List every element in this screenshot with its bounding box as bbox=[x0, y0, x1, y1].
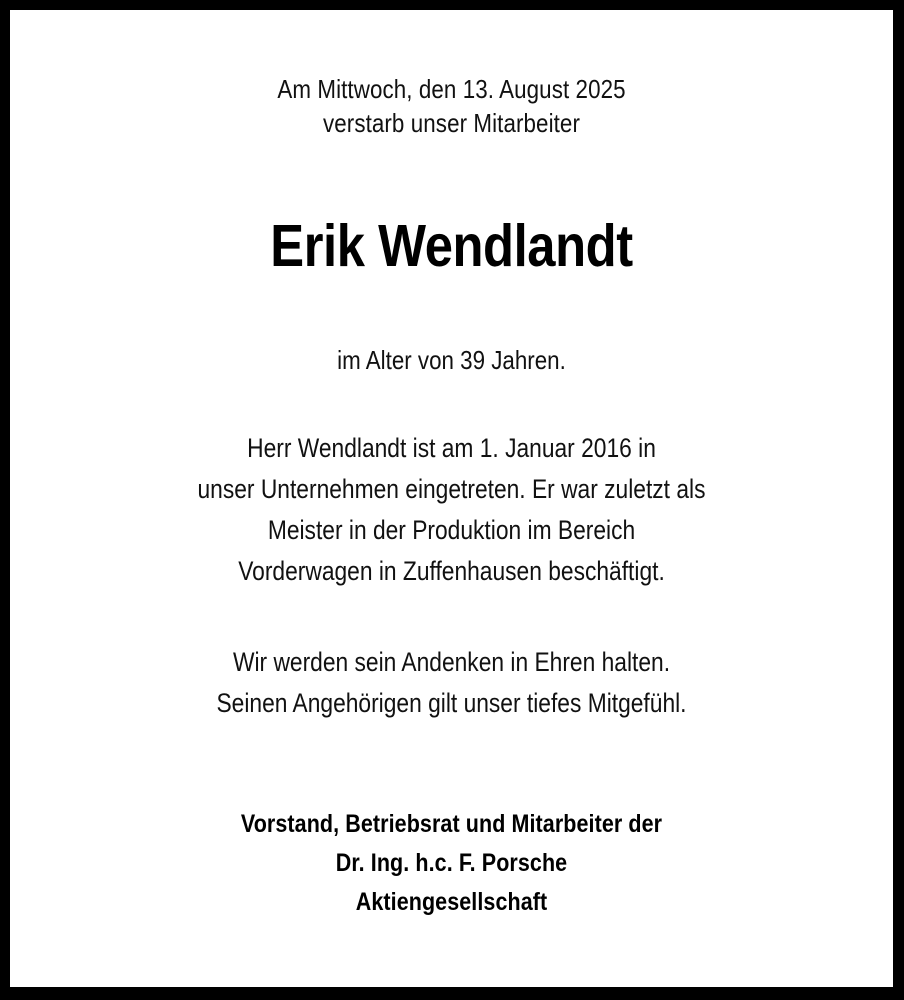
intro-line-date: Am Mittwoch, den 13. August 2025 bbox=[277, 74, 626, 104]
notice-content bbox=[10, 10, 893, 987]
signature-line-company: Dr. Ing. h.c. F. Porsche bbox=[335, 849, 568, 877]
condolence-paragraph bbox=[10, 642, 893, 724]
career-line-3: Meister in der Produktion im Bereich bbox=[267, 515, 636, 545]
condolence-line-1: Wir werden sein Andenken in Ehren halten. bbox=[232, 647, 671, 677]
signature-line-legal-form: Aktiengesellschaft bbox=[355, 888, 548, 916]
signature-line-signatories: Vorstand, Betriebsrat und Mitarbeiter der bbox=[240, 810, 663, 838]
deceased-name: Erik Wendlandt bbox=[270, 213, 633, 279]
intro-line-subject: verstarb unser Mitarbeiter bbox=[322, 108, 580, 138]
deceased-name-block bbox=[10, 213, 893, 279]
intro-block bbox=[10, 72, 893, 140]
career-line-4: Vorderwagen in Zuffenhausen beschäftigt. bbox=[238, 556, 665, 586]
career-line-1: Herr Wendlandt ist am 1. Januar 2016 in bbox=[247, 433, 656, 463]
notice-card bbox=[10, 10, 893, 987]
career-paragraph bbox=[10, 428, 893, 592]
condolence-line-2: Seinen Angehörigen gilt unser tiefes Mitgefühl. bbox=[216, 688, 687, 718]
career-line-2: unser Unternehmen eingetreten. Er war zuletzt als bbox=[197, 474, 706, 504]
age-line: im Alter von 39 Jahren. bbox=[337, 345, 566, 375]
age-block bbox=[10, 343, 893, 377]
signature-block bbox=[10, 805, 893, 922]
